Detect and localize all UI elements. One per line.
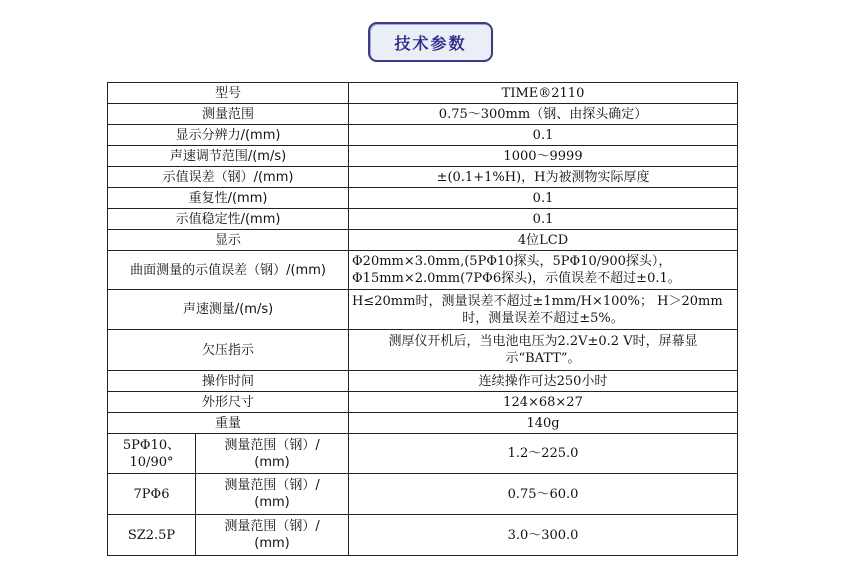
- row-value: [349, 330, 738, 371]
- page-title: 技术参数: [394, 33, 467, 53]
- row-value: 1000～9999: [349, 146, 738, 167]
- table-row: [108, 125, 738, 146]
- row-label: 声速测量/(m/s): [108, 290, 349, 330]
- table-row: [108, 330, 738, 371]
- row-label: 声速调节范围/(m/s): [108, 146, 349, 167]
- row-value: 124×68×27: [349, 392, 738, 413]
- row-label: 曲面测量的示值误差（钢）/(mm): [108, 251, 349, 290]
- row-value-line: Φ20mm×3.0mm,(5PΦ10探头，5PΦ10/900探头），: [352, 254, 672, 269]
- row-label: 操作时间: [108, 371, 349, 392]
- row-value-line: H≤20mm时，测量误差不超过±1mm/H×100%； H＞20mm: [352, 293, 723, 309]
- probe-param: [196, 474, 349, 515]
- probe-name-line: 5PΦ10、: [122, 437, 181, 453]
- table-row: [108, 83, 738, 104]
- row-value-line: 示“BATT”。: [505, 351, 581, 366]
- row-label: 示值误差（钢）/(mm): [108, 167, 349, 188]
- table-row: [108, 209, 738, 230]
- probe-param-line: (mm): [254, 536, 290, 551]
- title-badge: [368, 22, 493, 62]
- row-value: 4位LCD: [349, 230, 738, 251]
- row-value-line: 时，测量误差不超过±5%。: [462, 310, 624, 326]
- row-label: 显示分辨力/(mm): [108, 125, 349, 146]
- row-label: 重量: [108, 413, 349, 434]
- table-row: [108, 230, 738, 251]
- probe-name: [108, 474, 196, 515]
- row-value: 0.75～300mm（钢、由探头确定）: [349, 104, 738, 125]
- row-value: 0.1: [349, 125, 738, 146]
- probe-row: [108, 474, 738, 515]
- probe-row: [108, 515, 738, 556]
- probe-name: [108, 434, 196, 474]
- probe-param-line: 测量范围（钢）/: [224, 437, 320, 453]
- probe-value: 1.2～225.0: [349, 434, 738, 474]
- row-value: 140g: [349, 413, 738, 434]
- row-value-line: Φ15mm×2.0mm(7PΦ6探头)，示值误差不超过±0.1。: [352, 271, 681, 286]
- probe-name-line: 10/90°: [129, 454, 174, 470]
- table-row: [108, 146, 738, 167]
- probe-value: 3.0～300.0: [349, 515, 738, 556]
- table-row: [108, 290, 738, 330]
- table-row: [108, 167, 738, 188]
- probe-param-line: 测量范围（钢）/: [224, 519, 320, 534]
- row-label: 测量范围: [108, 104, 349, 125]
- row-value: ±(0.1+1%H)，H为被测物实际厚度: [349, 167, 738, 188]
- table-row: [108, 251, 738, 290]
- spec-table: [107, 82, 738, 556]
- row-label: 示值稳定性/(mm): [108, 209, 349, 230]
- probe-param-line: 测量范围（钢）/: [224, 478, 320, 493]
- table-row: [108, 371, 738, 392]
- probe-value: 0.75～60.0: [349, 474, 738, 515]
- row-label: 型号: [108, 83, 349, 104]
- probe-name-line: SZ2.5P: [127, 527, 176, 543]
- probe-param: [196, 515, 349, 556]
- row-value: 0.1: [349, 209, 738, 230]
- probe-name: [108, 515, 196, 556]
- row-value: 连续操作可达250小时: [349, 371, 738, 392]
- table-row: [108, 413, 738, 434]
- probe-param-line: (mm): [254, 495, 290, 510]
- table-row: [108, 188, 738, 209]
- row-value: 0.1: [349, 188, 738, 209]
- row-label: 重复性/(mm): [108, 188, 349, 209]
- row-value: [349, 251, 738, 290]
- probe-param-line: (mm): [254, 454, 290, 470]
- row-label: 显示: [108, 230, 349, 251]
- probe-name-line: 7PΦ6: [133, 486, 170, 502]
- row-value: TIME®2110: [349, 83, 738, 104]
- table-row: [108, 392, 738, 413]
- row-label: 欠压指示: [108, 330, 349, 371]
- row-value-line: 测厚仪开机后，当电池电压为2.2V±0.2 V时，屏幕显: [388, 334, 698, 349]
- table-row: [108, 104, 738, 125]
- probe-row: [108, 434, 738, 474]
- probe-param: [196, 434, 349, 474]
- row-label: 外形尺寸: [108, 392, 349, 413]
- row-value: [349, 290, 738, 330]
